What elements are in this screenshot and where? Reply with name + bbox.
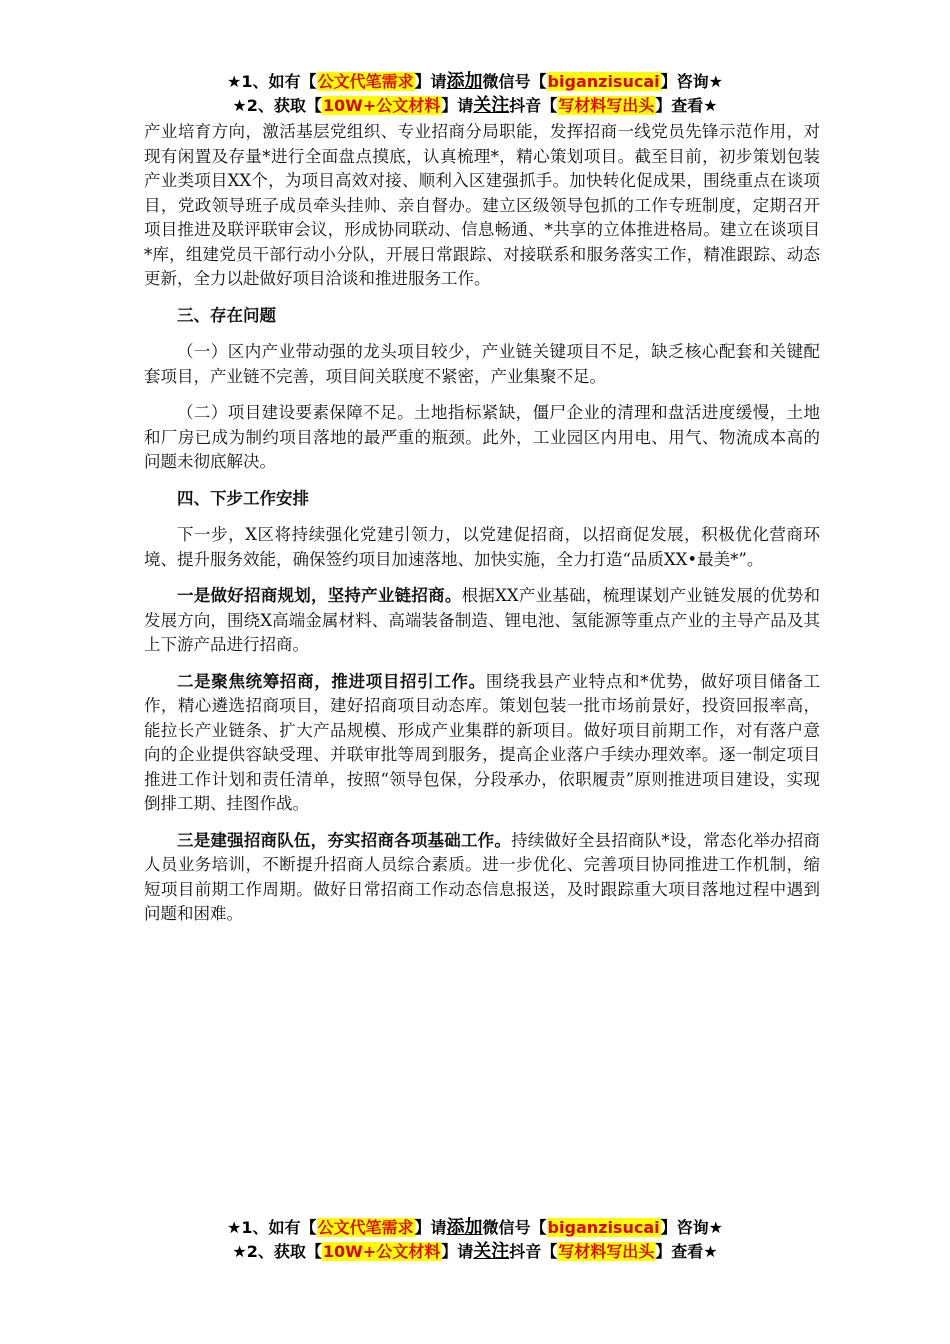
highlight-douyin: 写材料写出头 xyxy=(558,1242,655,1261)
highlight-wechat-id: biganzisucai xyxy=(547,1218,660,1237)
task-paragraph-3 xyxy=(144,829,820,927)
highlight-materials: 10W+公文材料 xyxy=(322,96,441,115)
highlight-douyin: 写材料写出头 xyxy=(558,96,655,115)
task-2-lead: 二是聚焦统筹招商，推进项目招引工作。 xyxy=(177,671,486,691)
task-1-lead: 一是做好招商规划，坚持产业链招商。 xyxy=(177,586,462,605)
task-paragraph-2 xyxy=(144,670,820,817)
intro-paragraph: 产业培育方向，激活基层党组织、专业招商分局职能，发挥招商一线党员先锋示范作用，对现有闲置及存量*进行全面盘点摸底，认真梳理*，精心策划项目。截至目前，初步策划包装产业类项目XX个，为项目高效对接、顺利入区建强抓手。加快转化促成果，围绕重点在谈项目，党政领导班子成员牵头挂帅、亲自督办。建立区级领导包抓的工作专班制度，定期召开项目推进及联评联审会议，形成协同联动、信息畅通、*共享的立体推进格局。建立在谈项目*库，组建党员干部行动小分队，开展日常跟踪、对接联系和服务落实工作，精准跟踪、动态更新，全力以赴做好项目洽谈和推进服务工作。 xyxy=(144,122,820,288)
problem-paragraph-2: （二）项目建设要素保障不足。土地指标紧缺，僵尸企业的清理和盘活进度缓慢，土地和厂房已成为制约项目落地的最严重的瓶颈。此外，工业园区内用电、用气、物流成本高的问题未彻底解决。 xyxy=(144,403,820,471)
section-heading-problems: 三、存在问题 xyxy=(177,305,276,325)
top-promo-banner xyxy=(0,70,950,118)
bottom-promo-banner xyxy=(0,1216,950,1264)
next-step-paragraph: 下一步，X区将持续强化党建引领力，以党建促招商，以招商促发展，积极优化营商环境、提升服务效能，确保签约项目加速落地、加快实施，全力打造“品质XX•最美*”。 xyxy=(144,525,820,569)
promo-line-2: ★2、获取【10W+公文材料】请关注抖音【写材料写出头】查看★ xyxy=(232,1241,718,1262)
problem-paragraph-1: （一）区内产业带动强的龙头项目较少，产业链关键项目不足，缺乏核心配套和关键配套项目，产业链不完善，项目间关联度不紧密，产业集聚不足。 xyxy=(144,342,820,386)
promo-line-2: ★2、获取【10W+公文材料】请关注抖音【写材料写出头】查看★ xyxy=(232,95,718,116)
highlight-materials: 10W+公文材料 xyxy=(322,1242,441,1261)
section-heading-next-steps: 四、下步工作安排 xyxy=(177,488,309,508)
highlight-ghostwriting: 公文代笔需求 xyxy=(317,1218,414,1237)
task-3-lead: 三是建强招商队伍，夯实招商各项基础工作。 xyxy=(177,830,512,850)
promo-line-1: ★1、如有【公文代笔需求】请添加微信号【biganzisucai】咨询★ xyxy=(227,1217,723,1238)
task-paragraph-1 xyxy=(144,584,820,658)
promo-line-1: ★1、如有【公文代笔需求】请添加微信号【biganzisucai】咨询★ xyxy=(227,71,723,92)
highlight-ghostwriting: 公文代笔需求 xyxy=(317,72,414,91)
document-body xyxy=(144,120,820,939)
task-1-text: 根据XX产业基础，梳理谋划产业链发展的优势和发展方向，围绕X高端金属材料、高端装备制造、锂电池、氢能源等重点产业的主导产品及其上下游产品进行招商。 xyxy=(144,586,820,654)
task-3-text: 持续做好全县招商队*设，常态化举办招商人员业务培训，不断提升招商人员综合素质。进一步优化、完善项目协同推进工作机制，缩短项目前期工作周期。做好日常招商工作动态信息报送，及时跟踪重大项目落地过程中遇到问题和困难。 xyxy=(144,830,821,923)
task-2-text: 围绕我县产业特点和*优势，做好项目储备工作，精心遴选招商项目，建好招商项目动态库。策划包装一批市场前景好，投资回报率高，能拉长产业链条、扩大产品规模、形成产业集群的新项目。做好项目前期工作，对有落户意向的企业提供容缺受理、并联审批等周到服务，提高企业落户手续办理效率。逐一制定项目推进工作计划和责任清单，按照“领导包保，分段承办，依职履责”原则推进项目建设，实现倒排工期、挂图作战。 xyxy=(144,671,821,813)
highlight-wechat-id: biganzisucai xyxy=(547,72,660,91)
